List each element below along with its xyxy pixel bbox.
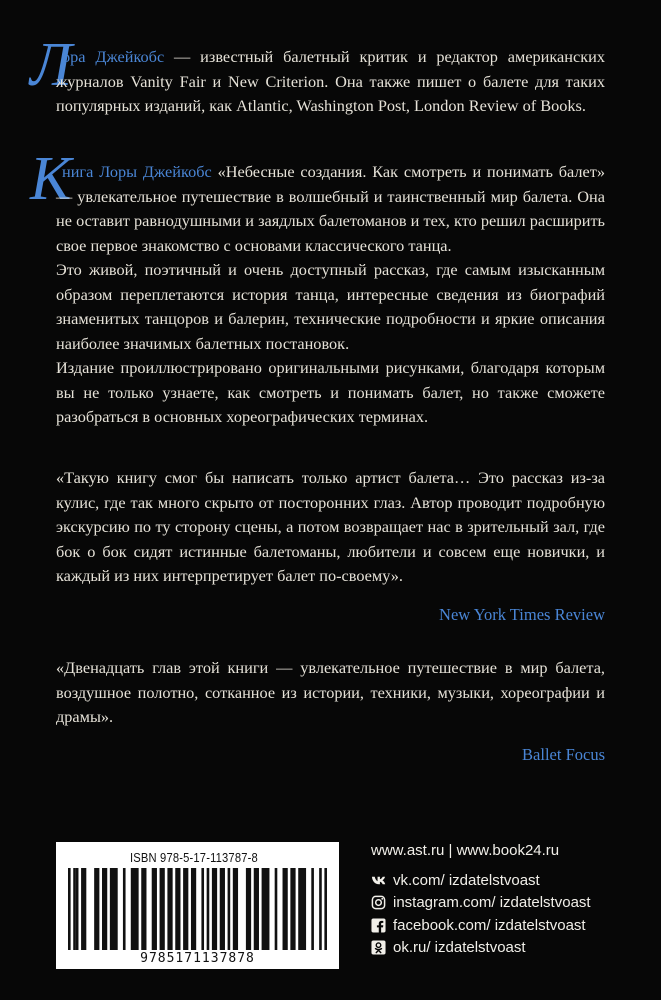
review-source-nyt: New York Times Review — [439, 605, 605, 624]
barcode-bar — [76, 868, 79, 950]
barcode-bar — [283, 868, 288, 950]
social-vk[interactable] — [371, 869, 591, 892]
barcode-bar — [311, 868, 314, 950]
barcode-bar — [152, 868, 157, 950]
barcode-bar — [73, 868, 76, 950]
barcode-bar — [207, 868, 210, 950]
social-vk-text: vk.com/ izdatelstvoast — [393, 871, 540, 889]
review-source-ballet-focus: Ballet Focus — [522, 745, 605, 764]
barcode-bar — [123, 868, 126, 950]
review-quote-ballet-focus: «Двенадцать глав этой книги — увлекательное путешествие в мир балета, воздушное полотно, сотканное из истории, техники, музыки, хореографии и драмы». — [56, 658, 605, 726]
isbn-digits: 9785171137878 — [140, 951, 255, 966]
barcode-bar — [275, 868, 278, 950]
book-description-3: Издание проиллюстрировано оригинальными рисунками, благодаря которым вы не только узнаете, как смотреть и понимать балет, но также сможете разобраться в основных хореографических терминах. — [56, 358, 605, 426]
barcode-bar — [254, 868, 259, 950]
social-instagram-text: instagram.com/ izdatelstvoast — [393, 894, 591, 912]
barcode-bar — [94, 868, 99, 950]
barcode-bar — [160, 868, 165, 950]
barcode-bar — [68, 868, 71, 950]
barcode-bar — [183, 868, 188, 950]
barcode-bar — [81, 868, 86, 950]
instagram-icon — [371, 895, 386, 910]
barcode-bar — [175, 868, 180, 950]
social-facebook-text: facebook.com/ izdatelstvoast — [393, 916, 586, 934]
barcode-bar — [167, 868, 172, 950]
social-ok-text: ok.ru/ izdatelstvoast — [393, 939, 526, 957]
barcode-bar — [141, 868, 146, 950]
barcode-bar — [201, 868, 204, 950]
dropcap-k: К — [30, 145, 72, 213]
barcode-bar — [220, 868, 225, 950]
author-name: ора Джейкобс — [62, 47, 165, 66]
barcode-bar — [324, 868, 327, 950]
publisher-contacts — [371, 842, 591, 959]
social-ok[interactable] — [371, 937, 591, 960]
barcode-bar — [228, 868, 231, 950]
book-description-text: «Небесные создания. Как смотреть и понимать балет» — увлекательное путешествие в волшебный и таинственный мир балета. Она не оставит равнодушными и заядлых балетоманов и тех, кто решил расширить свое первое знакомство с основами классического танца. — [56, 162, 605, 255]
book-description-2: Это живой, поэтичный и очень доступный рассказ, где самым изысканным образом переплетаются история танца, интересные сведения из биографий знаменитых танцоров и балерин, технические подробности и яркие описания наиболее значимых балетных постановок. — [56, 260, 605, 353]
author-bio-text: — известный балетный критик и редактор американских журналов Vanity Fair и New Criterion. Она также пишет о балете для таких популярных изданий, как Atlantic, Washington Post, London Review of Books. — [56, 47, 605, 115]
barcode-bar — [131, 868, 139, 950]
social-instagram[interactable] — [371, 892, 591, 915]
book-description-lead: нига Лоры Джейкобс — [62, 162, 212, 181]
barcode-bar — [102, 868, 107, 950]
dropcap-l: Л — [30, 31, 72, 99]
barcode-bar — [110, 868, 118, 950]
barcode-bar — [298, 868, 306, 950]
ok-icon — [371, 940, 386, 955]
author-bio — [56, 45, 605, 119]
isbn-barcode-box — [56, 842, 339, 969]
facebook-icon — [371, 918, 386, 933]
barcode-bar — [246, 868, 251, 950]
barcode-bar — [212, 868, 217, 950]
social-facebook[interactable] — [371, 914, 591, 937]
barcode — [68, 868, 327, 950]
book-description — [56, 160, 605, 258]
barcode-bar — [191, 868, 196, 950]
barcode-bar — [290, 868, 295, 950]
review-quote-nyt: «Такую книгу смог бы написать только артист балета… Это рассказ из-за кулис, где так много скрыто от посторонних глаз. Автор проводит подробную экскурсию по ту сторону сцены, а потом возвращает нас в зрительный зал, где бок о бок сидят истинные балетоманы, любители и совсем еще новички, и каждый из них интерпретирует балет по-своему». — [56, 468, 605, 585]
vk-icon — [371, 873, 386, 888]
publisher-websites[interactable]: www.ast.ru | www.book24.ru — [371, 842, 560, 859]
isbn-label: ISBN 978-5-17-113787-8 — [130, 850, 258, 865]
barcode-bar — [233, 868, 238, 950]
barcode-bar — [262, 868, 270, 950]
barcode-bar — [319, 868, 322, 950]
